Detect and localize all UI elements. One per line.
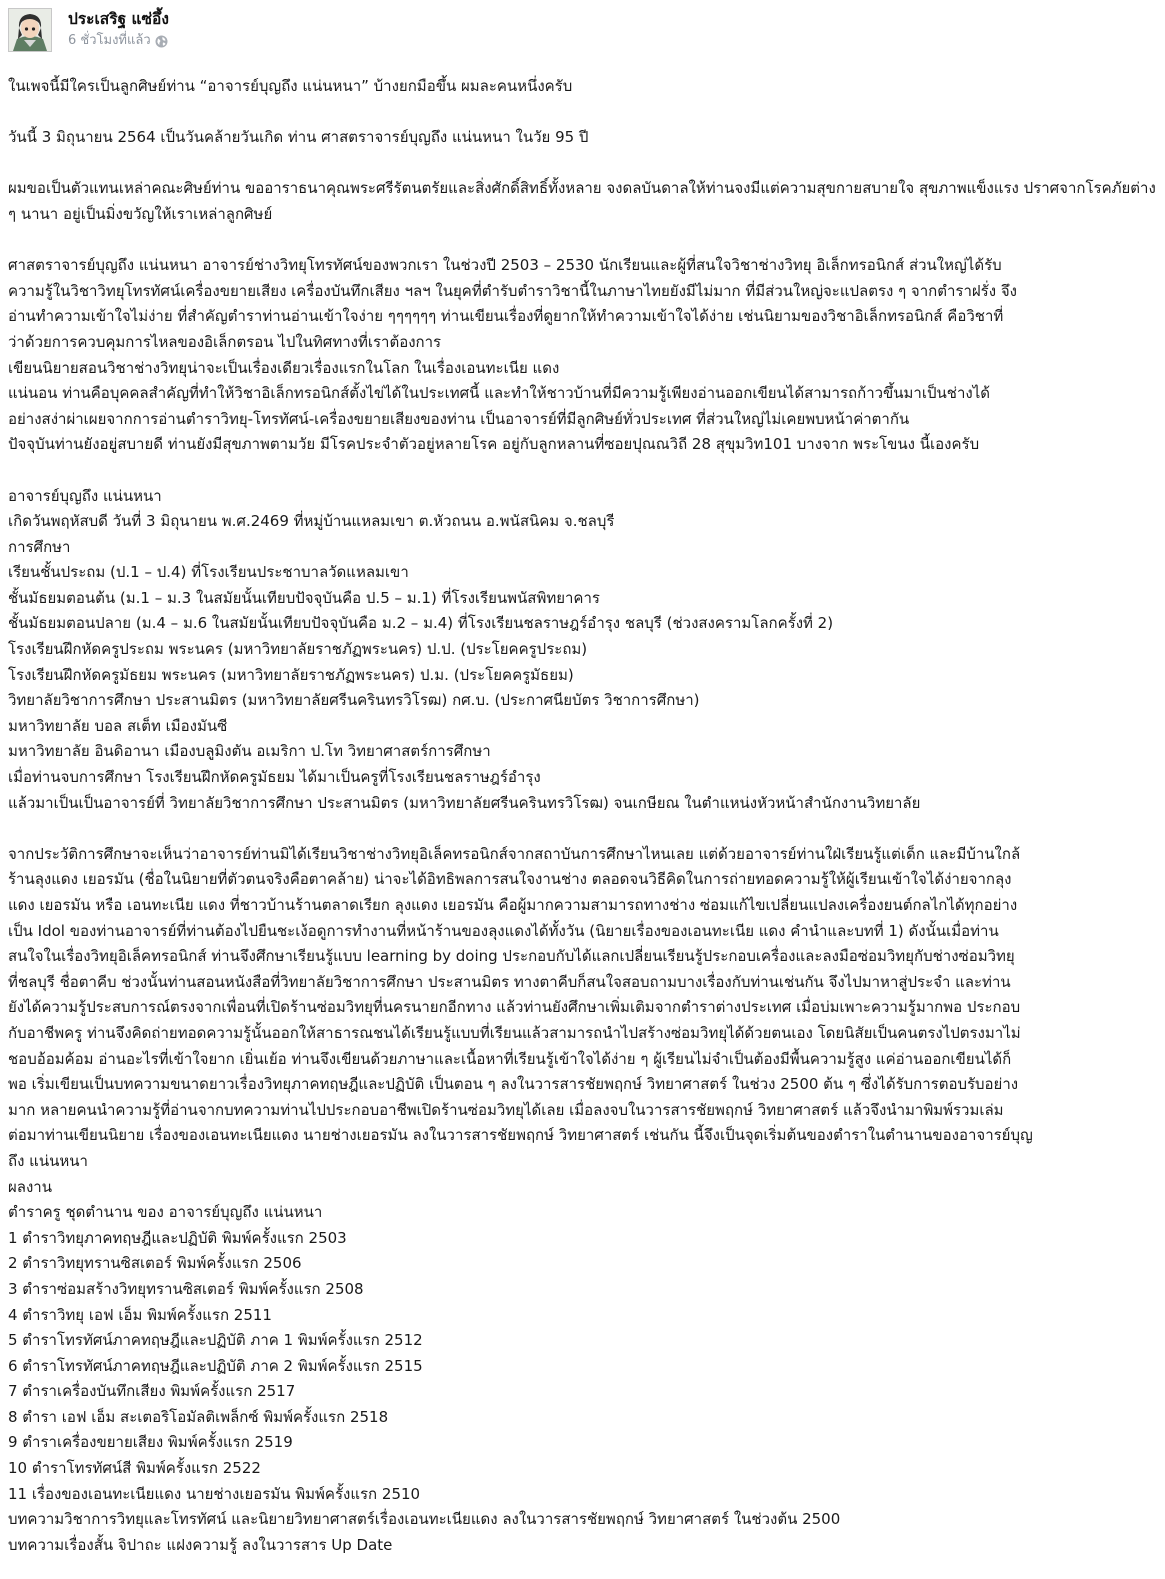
bio-line: ความรู้ในวิชาวิทยุโทรทัศน์เครื่องขยายเสียง เครื่องบันทึกเสียง ฯลฯ ในยุคที่ตำรับตำราวิชานี้ในภาษาไทยยังมีไม่มาก ที่มีส่วนใหญ่จะแปลตรง ๆ จากตำราฝรั่ง จึง <box>8 281 1017 300</box>
history-line: 6 ตำราโทรทัศน์ภาคทฤษฎีและปฏิบัติ ภาค 2 พิมพ์ครั้งแรก 2515 <box>8 1356 423 1375</box>
history-line: กับอาชีพครู ท่านจึงคิดถ่ายทอดความรู้นั้นออกให้สาธารณชนได้เรียนรู้แบบที่เรียนแล้วสามารถนำไปสร้างซ่อมวิทยุได้ด้วยตนเอง โดยนิสัยเป็นคนตรงไปตรงมาไม่ <box>8 1023 1021 1042</box>
bio-line: อ่านทำความเข้าใจไม่ง่าย ที่สำคัญตำราท่านอ่านเข้าใจง่าย ๆๆๆๆๆๆ ท่านเขียนเรื่องที่ดูยากให้ทำความเข้าใจได้ง่าย เช่นนิยามของวิชาอิเล็กทรอนิกส์ คือวิชาที่ <box>8 307 1004 326</box>
post-history-block <box>8 842 1156 1559</box>
bio-line: แน่นอน ท่านคือบุคคลสำคัญที่ทำให้วิชาอิเล็กทรอนิกส์ตั้งไข่ได้ในประเทศนี้ และทำให้ชาวบ้านที่มีความรู้เพียงอ่านออกเขียนได้สามารถก้าวขึ้นมาเป็นช่างได้ <box>8 384 990 403</box>
post-body <box>8 74 1156 1558</box>
history-line: 7 ตำราเครื่องบันทึกเสียง พิมพ์ครั้งแรก 2517 <box>8 1382 296 1401</box>
profile-line: โรงเรียนฝึกหัดครูมัธยม พระนคร (มหาวิทยาลัยราชภัฏพระนคร) ป.ม. (ประโยคครูมัธยม) <box>8 665 574 684</box>
avatar-image <box>9 9 51 51</box>
profile-line: การศึกษา <box>8 537 71 556</box>
avatar[interactable] <box>8 8 52 52</box>
history-line: จากประวัติการศึกษาจะเห็นว่าอาจารย์ท่านมิได้เรียนวิชาช่างวิทยุอิเล็คทรอนิกส์จากสถาบันการศึกษาไหนเลย แต่ด้วยอาจารย์ท่านใฝ่เรียนรู้แต่เด็ก และมีบ้านใกล้ <box>8 844 1021 863</box>
history-line: ต่อมาท่านเขียนนิยาย เรื่องของเอนทะเนียแดง นายช่างเยอรมัน ลงในวารสารชัยพฤกษ์ วิทยาศาสตร์ เช่นกัน นี้จึงเป็นจุดเริ่มต้นของตำราในตำนานของอาจารย์บุญ <box>8 1126 1033 1145</box>
history-line: 4 ตำราวิทยุ เอฟ เอ็ม พิมพ์ครั้งแรก 2511 <box>8 1305 272 1324</box>
author-name[interactable]: ประเสริฐ แซ่อึ้ง <box>68 10 169 28</box>
profile-line: ชั้นมัธยมตอนต้น (ม.1 – ม.3 ในสมัยนั้นเทียบปัจจุบันคือ ป.5 – ม.1) ที่โรงเรียนพนัสพิทยาคาร <box>8 588 600 607</box>
history-line: มาก หลายคนนำความรู้ที่อ่านจากบทความท่านไปประกอบอาชีพเปิดร้านซ่อมวิทยุได้เลย เมื่อลงจบในวารสารชัยพฤกษ์ วิทยาศาสตร์ แล้วจึงนำมาพิมพ์รวมเล่ม <box>8 1100 1004 1119</box>
profile-line: โรงเรียนฝึกหัดครูประถม พระนคร (มหาวิทยาลัยราชภัฏพระนคร) ป.ป. (ประโยคครูประถม) <box>8 640 588 659</box>
post-header <box>8 8 169 54</box>
bio-line: เขียนนิยายสอนวิชาช่างวิทยุน่าจะเป็นเรื่องเดียวเรื่องแรกในโลก ในเรื่องเอนทะเนีย แดง <box>8 358 560 377</box>
history-line: แดง เยอรมัน หรือ เอนทะเนีย แดง ที่ชาวบ้านร้านตลาดเรียก ลุงแดง เยอรมัน คือผู้มากความสามารถทางช่าง ซ่อมแก้ไขเปลี่ยนแปลงเครื่องยนต์กลไกได้ทุกอย่าง <box>8 896 1018 914</box>
history-line: 3 ตำราซ่อมสร้างวิทยุทรานซิสเตอร์ พิมพ์ครั้งแรก 2508 <box>8 1279 364 1298</box>
post-meta <box>68 32 169 50</box>
history-line: เป็น Idol ของท่านอาจารย์ที่ท่านต้องไปยืนชะเง้อดูการทำงานที่หน้าร้านของลุงแดงได้ทั้งวัน (นิยายเรื่องของเอนทะเนีย แดง คำนำและบทที่ 1) ดังนั้นเมื่อท่าน <box>8 921 999 940</box>
history-line: 5 ตำราโทรทัศน์ภาคทฤษฎีและปฏิบัติ ภาค 1 พิมพ์ครั้งแรก 2512 <box>8 1331 423 1350</box>
history-line: 8 ตำรา เอฟ เอ็ม สะเตอริโอมัลติเพล็กซ์ พิมพ์ครั้งแรก 2518 <box>8 1407 389 1426</box>
history-line: ยังได้ความรู้ประสบการณ์ตรงจากเพื่อนที่เปิดร้านซ่อมวิทยุที่นครนายกอีกทาง แล้วท่านยังศึกษาเพิ่มเติมจากตำราต่างประเทศ เมื่อบ่มเพาะความรู้มากพอ ประกอบ <box>8 998 1021 1017</box>
history-line: สนใจในเรื่องวิทยุอิเล็คทรอนิกส์ ท่านจึงศึกษาเรียนรู้แบบ learning by doing ประกอบกับได้แลกเปลี่ยนเรียนรู้ประกอบเครื่องและลงมือซ่อมวิทยุกับช่างซ่อมวิทยุ <box>8 947 1015 966</box>
bio-line: ปัจจุบันท่านยังอยู่สบายดี ท่านยังมีสุขภาพตามวัย มีโรคประจำตัวอยู่หลายโรค อยู่กับลูกหลานที่ซอยปุณณวิถี 28 สุขุมวิท101 บางจาก พระโขนง นี้เองครับ <box>8 435 980 454</box>
history-line: บทความวิชาการวิทยุและโทรทัศน์ และนิยายวิทยาศาสตร์เรื่องเอนทะเนียแดง ลงในวารสารชัยพฤกษ์ วิทยาศาสตร์ ในช่วงต้น 2500 <box>8 1510 841 1529</box>
post-profile-block <box>8 484 1156 817</box>
profile-line: มหาวิทยาลัย อินดิอานา เมืองบลูมิงตัน อเมริกา ป.โท วิทยาศาสตร์การศึกษา <box>8 742 491 761</box>
post-paragraph-blessing: ผมขอเป็นตัวแทนเหล่าคณะศิษย์ท่าน ขออาราธนาคุณพระศรีรัตนตรัยและสิ่งศักดิ์สิทธิ์ทั้งหลาย จงดลบันดาลให้ท่านจงมีแต่ความสุขกายสบายใจ สุขภาพแข็งแรง ปราศจากโรคภัยต่าง ๆ นานา อยู่เป็นมิ่งขวัญให้เราเหล่าลูกศิษย์ <box>8 179 1156 223</box>
author-block <box>68 8 169 50</box>
profile-line: เกิดวันพฤหัสบดี วันที่ 3 มิถุนายน พ.ศ.2469 ที่หมู่บ้านแหลมเขา ต.หัวถนน อ.พนัสนิคม จ.ชลบุรี <box>8 512 615 531</box>
profile-line: เรียนชั้นประถม (ป.1 – ป.4) ที่โรงเรียนประชาบาลวัดแหลมเขา <box>8 563 409 582</box>
history-line: ร้านลุงแดง เยอรมัน (ชื่อในนิยายที่ตัวตนจริงคือตาคล้าย) น่าจะได้อิทธิพลการสนใจงานช่าง ตลอดจนวิธีคิดในการถ่ายทอดความรู้ให้ผู้เรียนเข้าใจได้ง่ายจากลุง <box>8 870 1012 889</box>
history-line: พอ เริ่มเขียนเป็นบทความขนาดยาวเรื่องวิทยุภาคทฤษฎีและปฏิบัติ เป็นตอน ๆ ลงในวารสารชัยพฤกษ์ วิทยาศาสตร์ ในช่วง 2500 ต้น ๆ ซึ่งได้รับการตอบรับอย่าง <box>8 1075 1019 1094</box>
post-bio-block <box>8 253 1156 458</box>
post-paragraph-greeting: ในเพจนี้มีใครเป็นลูกศิษย์ท่าน “อาจารย์บุญถึง แน่นหนา” บ้างยกมือขึ้น ผมละคนหนึ่งครับ <box>8 77 573 95</box>
history-line: ชอบอ้อมค้อม อ่านอะไรที่เข้าใจยาก เยิ่นเย้อ ท่านจึงเขียนด้วยภาษาและเนื้อหาที่เรียนรู้เข้าใจได้ง่าย ๆ ผู้เรียนไม่จำเป็นต้องมีพื้นความรู้สูง แค่อ่านออกเขียนได้ก็ <box>8 1049 1012 1068</box>
history-line: บทความเรื่องสั้น จิปาถะ แฝงความรู้ ลงในวารสาร Up Date <box>8 1535 393 1554</box>
globe-icon[interactable] <box>155 35 168 48</box>
post-paragraph-birthday: วันนี้ 3 มิถุนายน 2564 เป็นวันคล้ายวันเกิด ท่าน ศาสตราจารย์บุญถึง แน่นหนา ในวัย 95 ปี <box>8 128 589 147</box>
post-timestamp[interactable]: 6 ชั่วโมงที่แล้ว <box>68 33 151 48</box>
bio-line: ศาสตราจารย์บุญถึง แน่นหนา อาจารย์ช่างวิทยุโทรทัศน์ของพวกเรา ในช่วงปี 2503 – 2530 นักเรียนและผู้ที่สนใจวิชาช่างวิทยุ อิเล็กทรอนิกส์ ส่วนใหญ่ได้รับ <box>8 256 1002 275</box>
bio-line: ว่าด้วยการควบคุมการไหลของอิเล็กตรอน ไปในทิศทางที่เราต้องการ <box>8 332 442 351</box>
profile-line: มหาวิทยาลัย บอล สเต็ท เมืองมันซี <box>8 716 228 735</box>
profile-line: เมื่อท่านจบการศึกษา โรงเรียนฝึกหัดครูมัธยม ได้มาเป็นครูที่โรงเรียนชลราษฎร์อำรุง <box>8 768 541 787</box>
history-line: 9 ตำราเครื่องขยายเสียง พิมพ์ครั้งแรก 2519 <box>8 1433 293 1452</box>
history-line: 2 ตำราวิทยุทรานซิสเตอร์ พิมพ์ครั้งแรก 2506 <box>8 1254 302 1273</box>
history-line: 1 ตำราวิทยุภาคทฤษฎีและปฏิบัติ พิมพ์ครั้งแรก 2503 <box>8 1228 347 1247</box>
bio-line: อย่างสง่าผ่าเผยจากการอ่านตำราวิทยุ-โทรทัศน์-เครื่องขยายเสียงของท่าน เป็นอาจารย์ที่มีลูกศิษย์ทั่วประเทศ ที่ส่วนใหญ่ไม่เคยพบหน้าค่าตากัน <box>8 409 910 428</box>
history-line: 11 เรื่องของเอนทะเนียแดง นายช่างเยอรมัน พิมพ์ครั้งแรก 2510 <box>8 1484 421 1503</box>
history-line: ถึง แน่นหนา <box>8 1151 88 1170</box>
history-line: ที่ชลบุรี ชื่อตาคีบ ช่วงนั้นท่านสอนหนังสือที่วิทยาลัยวิชาการศึกษา ประสานมิตร ทางตาคีบก็สนใจสอบถามบางเรื่องกับท่านเช่นกัน จึงไปมาหาสู่ประจำ และท่าน <box>8 972 1011 991</box>
profile-line: ชั้นมัธยมตอนปลาย (ม.4 – ม.6 ในสมัยนั้นเทียบปัจจุบันคือ ม.2 – ม.4) ที่โรงเรียนชลราษฎร์อำรุง ชลบุรี (ช่วงสงครามโลกครั้งที่ 2) <box>8 614 834 633</box>
profile-line: แล้วมาเป็นเป็นอาจารย์ที่ วิทยาลัยวิชาการศึกษา ประสานมิตร (มหาวิทยาลัยศรีนครินทรวิโรฒ) จนเกษียณ ในตำแหน่งหัวหน้าสำนักงานวิทยาลัย <box>8 793 921 812</box>
history-line: 10 ตำราโทรทัศน์สี พิมพ์ครั้งแรก 2522 <box>8 1459 261 1478</box>
profile-line: วิทยาลัยวิชาการศึกษา ประสานมิตร (มหาวิทยาลัยศรีนครินทรวิโรฒ) กศ.บ. (ประกาศนียบัตร วิชาการศึกษา) <box>8 691 700 710</box>
profile-line: อาจารย์บุญถึง แน่นหนา <box>8 486 162 505</box>
history-line: ตำราครู ชุดตำนาน ของ อาจารย์บุญถึง แน่นหนา <box>8 1203 323 1222</box>
history-line: ผลงาน <box>8 1177 52 1196</box>
